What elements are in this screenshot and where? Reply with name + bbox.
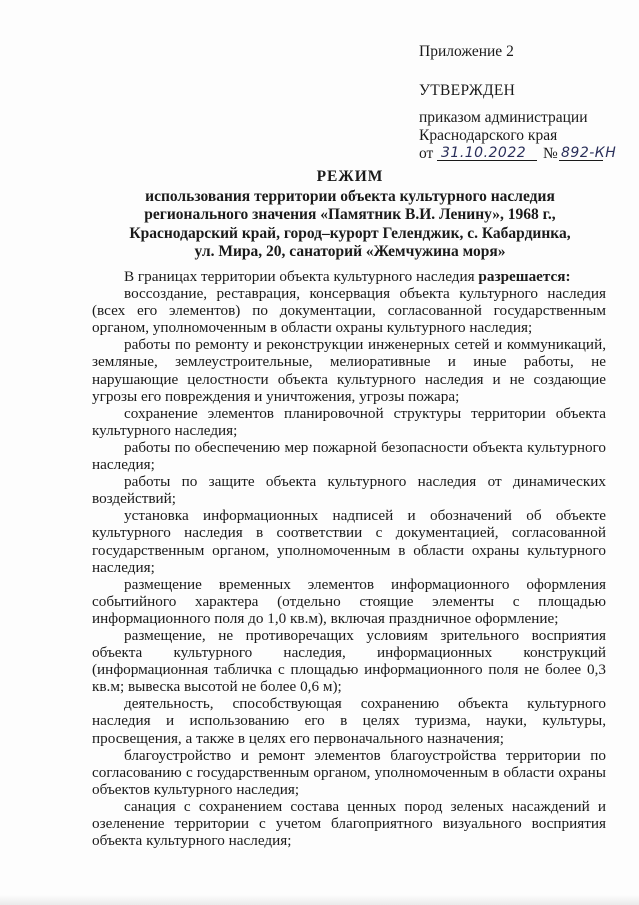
permitted-item: благоустройство и ремонт элементов благоустройства территории по согласованию с государственным органом, уполномоченным в области охраны объектов культурного наследия; (92, 746, 606, 798)
intro-bold: разрешается: (478, 268, 571, 285)
permitted-item: работы по ремонту и реконструкции инженерных сетей и коммуникаций, земляные, землеустроительные, мелиоративные и иные работы, не нарушающие целостности объекта культурного наследия и не создающие угрозы его повреждения и уничтожения, угрозы пожара; (92, 336, 606, 405)
document-heading (60, 168, 639, 262)
body-intro (92, 268, 606, 285)
heading-line-2: регионального значения «Памятник В.И. Ленину», 1968 г., (144, 206, 556, 223)
permitted-item: размещение временных элементов информационного оформления событийного характера (отдельно стоящие элементы с площадью информационного поля до 1,0 кв.м), включая праздничное оформление; (92, 575, 606, 627)
approval-block (419, 82, 617, 165)
number-label: № (543, 145, 558, 162)
from-label: от (419, 145, 434, 162)
permitted-item: работы по защите объекта культурного наследия от динамических воздействий; (92, 473, 606, 508)
intro-text: В границах территории объекта культурного наследия (124, 268, 475, 285)
handwritten-date: 31.10.2022 (441, 145, 527, 161)
appendix-label: Приложение 2 (419, 43, 514, 60)
approval-order-text: приказом администрации (419, 109, 588, 126)
handwritten-number: 892-КН (561, 145, 617, 161)
permitted-item: размещение, не противоречащих условиям зрительного восприятия объекта культурного наследия, информационных конструкций (информационная табличка с площадью информационного поля не более 0,3 кв.м; вывеска высотой не более 0,6 м); (92, 626, 606, 696)
permitted-item: сохранение элементов планировочной структуры территории объекта культурного наследия; (92, 404, 606, 439)
document-body (92, 268, 606, 849)
permitted-item: деятельность, способствующая сохранению объекта культурного наследия и использованию его в целях туризма, науки, культуры, просвещения, а также в целях его первоначального назначения; (92, 695, 606, 747)
permitted-item: установка информационных надписей и обозначений об объекте культурного наследия в соответствии с документацией, согласованной государственным органом, уполномоченным в области охраны культурного наследия; (92, 507, 606, 576)
permitted-item: санация с сохранением состава ценных пород зеленых насаждений и озеленение территории с учетом благоприятного визуального восприятия объекта культурного наследия; (92, 797, 606, 850)
scan-bottom-edge (0, 895, 639, 905)
permitted-item: работы по обеспечению мер пожарной безопасности объекта культурного наследия; (92, 438, 606, 474)
approval-region-text: Краснодарского края (419, 127, 558, 144)
heading-line-4: ул. Мира, 20, санаторий «Жемчужина моря» (194, 243, 506, 260)
permitted-item: воссоздание, реставрация, консервация объекта культурного наследия (всех его элементов) по документации, согласованной государственным органом, уполномоченным в области охраны культурного наследия; (92, 285, 606, 337)
heading-line-1: использования территории объекта культурного наследия (145, 187, 555, 205)
heading-title: РЕЖИМ (316, 168, 384, 185)
heading-line-3: Краснодарский край, город–курорт Геленджик, с. Кабардинка, (129, 224, 571, 242)
order-date-number-line (419, 145, 617, 165)
approved-label: УТВЕРЖДЕН (419, 82, 516, 99)
